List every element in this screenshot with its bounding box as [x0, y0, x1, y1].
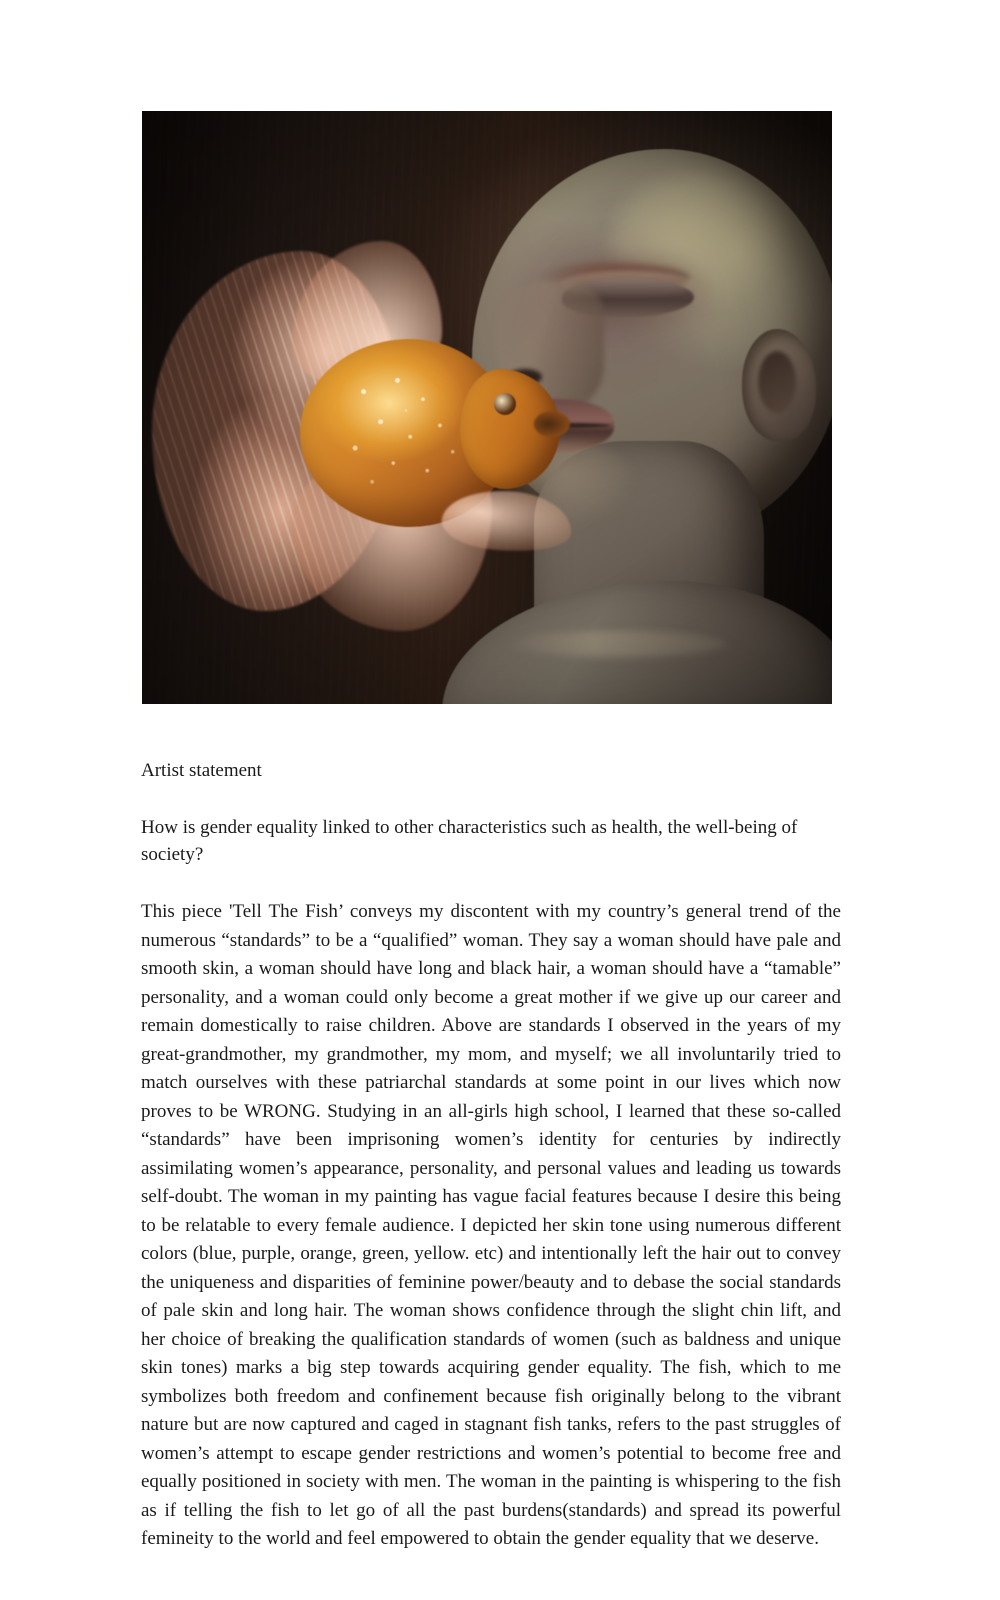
statement-heading: Artist statement [141, 760, 262, 781]
painting-vignette [142, 111, 832, 704]
artwork-image [142, 111, 832, 704]
statement-text-column [141, 758, 841, 1554]
prompt-question: How is gender equality linked to other characteristics such as health, the well-being of society? [141, 817, 798, 865]
painting-canvas [142, 111, 832, 704]
statement-body: This piece 'Tell The Fish’ conveys my discontent with my country’s general trend of the numerous “standards” to be a “qualified” woman. They say a woman should have pale and smooth skin, a woman should have long and black hair, a woman should have a “tamable” personality, and a woman could only become a great mother if we give up our career and remain domestically to raise children. Above are standards I observed in the years of my great-grandmother, my grandmother, my mom, and myself; we all involuntarily tried to match ourselves with these patriarchal standards at some point in our lives which now proves to be WRONG. Studying in an all-girls high school, I learned that these so-called “standards” have been imprisoning women’s identity for centuries by indirectly assimilating women’s appearance, personality, and personal values and leading us towards self-doubt. The woman in my painting has vague facial features because I desire this being to be relatable to every female audience. I depicted her skin tone using numerous different colors (blue, purple, orange, green, yellow. etc) and intentionally left the hair out to convey the uniqueness and disparities of feminine power/beauty and to debase the social standards of pale skin and long hair. The woman shows confidence through the slight chin lift, and her choice of breaking the qualification standards of women (such as baldness and unique skin tones) marks a big step towards acquiring gender equality. The fish, which to me symbolizes both freedom and confinement because fish originally belong to the vibrant nature but are now captured and caged in stagnant fish tanks, refers to the past struggles of women’s attempt to escape gender restrictions and women’s potential to become free and equally positioned in society with men. The woman in the painting is whispering to the fish as if telling the fish to let go of all the past burdens(standards) and spread its powerful femineity to the world and feel empowered to obtain the gender equality that we deserve. [141, 901, 841, 1549]
